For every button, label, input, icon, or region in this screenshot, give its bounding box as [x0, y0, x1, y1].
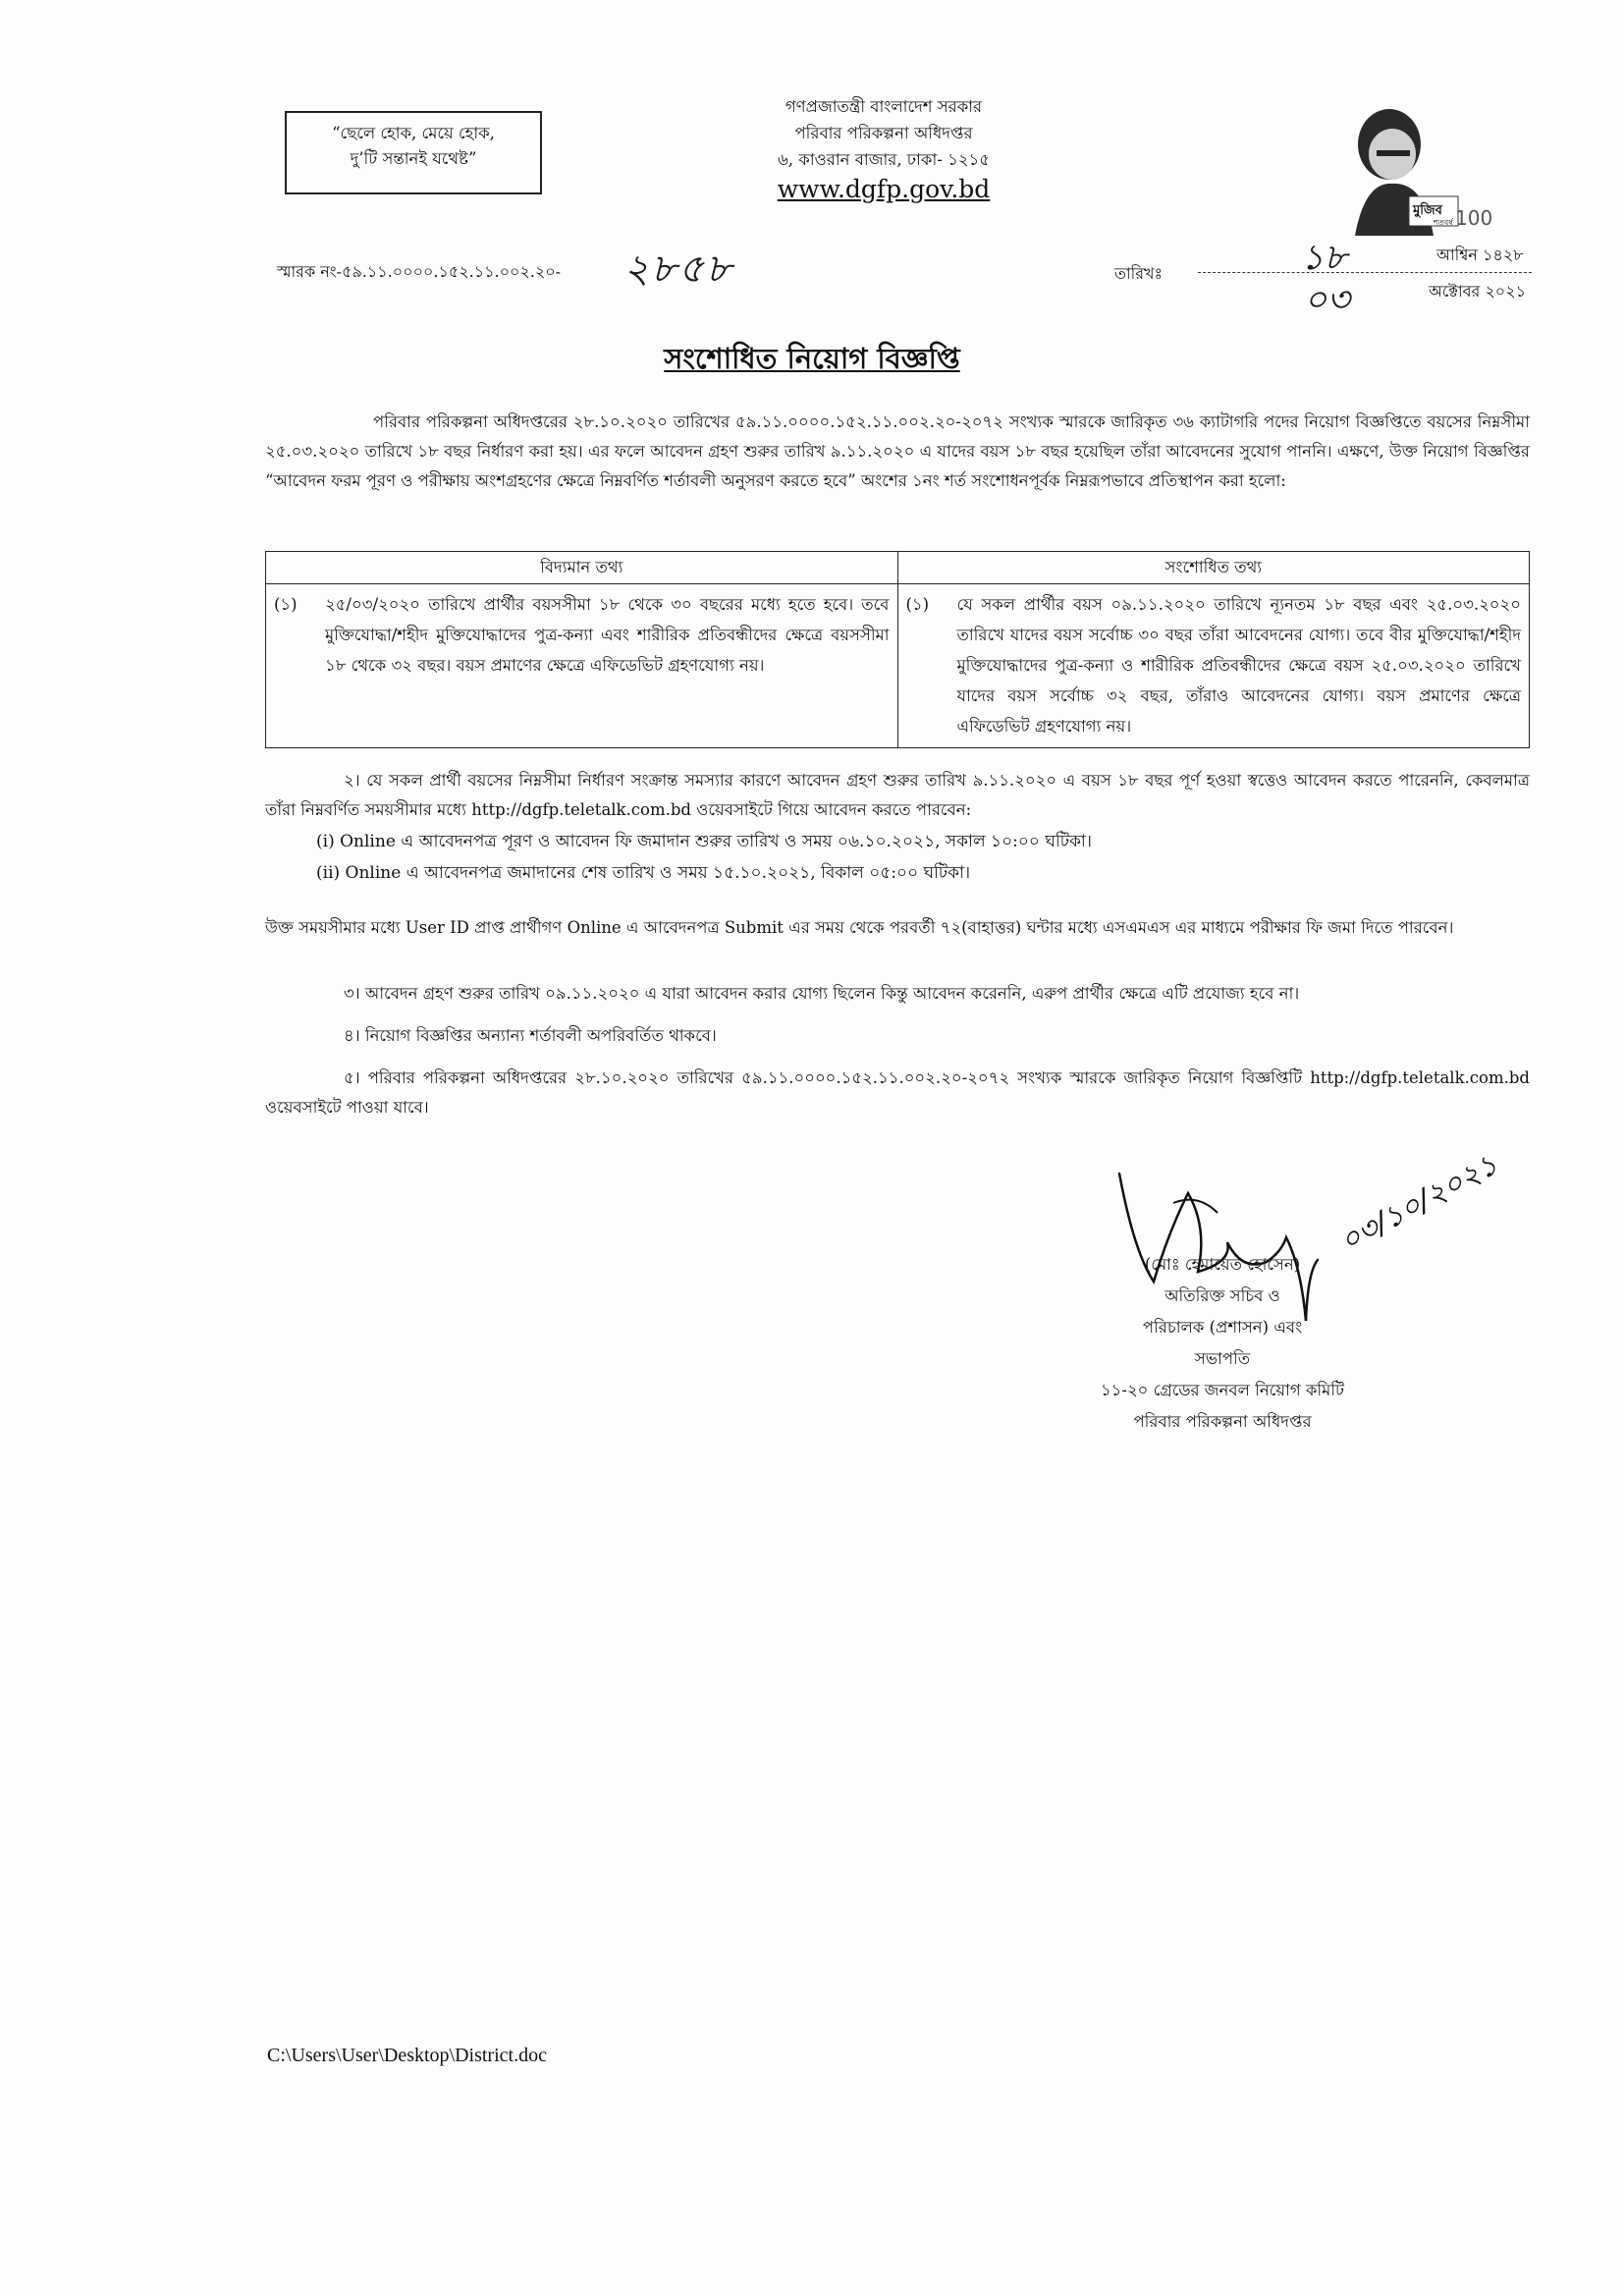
header-website-link[interactable]: www.dgfp.gov.bd	[777, 175, 991, 203]
paragraph-6: ৫। পরিবার পরিকল্পনা অধিদপ্তরের ২৮.১০.২০২০ তারিখের ৫৯.১১.০০০০.১৫২.১১.০০২.২০-২০৭২ সংখ্যক স্মারকে জারিকৃত নিয়োগ বিজ্ঞপ্তিটি http://dgfp.teletalk.com.bd ওয়েবসাইটে পাওয়া যাবে।	[265, 1068, 1530, 1117]
memo-label: স্মারক নং-৫৯.১১.০০০০.১৫২.১১.০০২.২০-	[277, 262, 562, 281]
date-english-month: অক্টোবর ২০২১	[1429, 282, 1526, 301]
signatory-designation-1: অতিরিক্ত সচিব ও	[1164, 1286, 1280, 1305]
comparison-table	[265, 551, 1530, 748]
table-header-revised: সংশোধিত তথ্য	[897, 552, 1530, 584]
date-handwritten-english-day: ০৩	[1304, 280, 1350, 320]
paragraph-2: ২। যে সকল প্রার্থী বয়সের নিম্নসীমা নির্ধারণ সংক্রান্ত সমস্যার কারণে আবেদন গ্রহণ শুরুর তারিখ ৯.১১.২০২০ এ বয়স ১৮ বছর পূর্ণ হওয়া স্বত্তেও আবেদন করতে পারেননি, কেবলমাত্র তাঁরা নিম্নবর্ণিত সময়সীমার মধ্যে http://dgfp.teletalk.com.bd ওয়েবসাইটে গিয়ে আবেদন করতে পারবেন:	[265, 771, 1530, 819]
table-header-existing: বিদ্যমান তথ্য	[266, 552, 898, 584]
memo-handwritten-number: ২৮৫৮	[623, 246, 733, 292]
page-title: সংশোধিত নিয়োগ বিজ্ঞপ্তি	[664, 342, 960, 375]
signatory-name: (মোঃ হেমায়েত হোসেন)	[1144, 1255, 1301, 1274]
slogan-box	[285, 111, 542, 194]
header-department: পরিবার পরিকল্পনা অধিদপ্তর	[794, 124, 973, 142]
signature-handwritten-date: ০৩/১০/২০২১	[1334, 1147, 1504, 1260]
signatory-block	[1080, 1249, 1365, 1438]
paragraph-5: ৪। নিয়োগ বিজ্ঞপ্তির অন্যান্য শর্তাবলী অপরিবর্তিত থাকবে।	[344, 1026, 717, 1045]
header-address: ৬, কাওরান বাজার, ঢাকা- ১২১৫	[778, 150, 990, 169]
paragraph-1: পরিবার পরিকল্পনা অধিদপ্তরের ২৮.১০.২০২০ তারিখের ৫৯.১১.০০০০.১৫২.১১.০০২.২০-২০৭২ সংখ্যক স্মারকে জারিকৃত ৩৬ ক্যাটাগরি পদের নিয়োগ বিজ্ঞপ্তিতে বয়সের নিম্নসীমা ২৫.০৩.২০২০ তারিখে ১৮ বছর নির্ধারণ করা হয়। এর ফলে আবেদন গ্রহণ শুরুর তারিখ ৯.১১.২০২০ এ যাদের বয়স ১৮ বছর হয়েছিল তাঁরা আবেদনের সুযোগ পাননি। এক্ষণে, উক্ত নিয়োগ বিজ্ঞপ্তির “আবেদন ফরম পূরণ ও পরীক্ষায় অংশগ্রহণের ক্ষেত্রে নিম্নবর্ণিত শর্তাবলী অনুসরণ করতে হবে” অংশের ১নং শর্ত সংশোধনপূর্বক নিম্নরূপভাবে প্রতিস্থাপন করা হলো:	[265, 412, 1530, 490]
date-divider	[1198, 272, 1532, 273]
slogan-line-2: দু’টি সন্তানই যথেষ্ট”	[350, 149, 477, 168]
header-govt: গণপ্রজাতন্ত্রী বাংলাদেশ সরকার	[785, 97, 983, 116]
mujib-100-logo	[1316, 103, 1493, 236]
list-item-i: (i) Online এ আবেদনপত্র পূরণ ও আবেদন ফি জমাদান শুরুর তারিখ ও সময় ০৬.১০.২০২১, সকাল ১০:০০ ঘটিকা।	[316, 832, 1092, 851]
date-label: তারিখঃ	[1114, 264, 1164, 283]
signatory-designation-4: ১১-২০ গ্রেডের জনবল নিয়োগ কমিটি	[1100, 1381, 1345, 1399]
existing-text: ২৫/০৩/২০২০ তারিখে প্রার্থীর বয়সসীমা ১৮ থেকে ৩০ বছরের মধ্যে হতে হবে। তবে মুক্তিযোদ্ধা/শহীদ মুক্তিযোদ্ধাদের পুত্র-কন্যা এবং শারীরিক প্রতিবন্ধীদের ক্ষেত্রে বয়সসীমা ১৮ থেকে ৩২ বছর। বয়স প্রমাণের ক্ষেত্রে এফিডেভিট গ্রহণযোগ্য নয়।	[325, 595, 890, 675]
table-cell-existing	[266, 584, 898, 748]
revised-item-number: (১)	[905, 595, 930, 614]
office-header	[677, 93, 1090, 206]
logo-badge-sub: শতবর্ষ	[1434, 218, 1453, 227]
logo-number: 100	[1455, 206, 1493, 230]
date-handwritten-bangla-day: ১৮	[1301, 238, 1347, 278]
table-row	[266, 584, 1530, 748]
paragraph-3: উক্ত সময়সীমার মধ্যে User ID প্রাপ্ত প্রার্থীগণ Online এ আবেদনপত্র Submit এর সময় থেকে পরবর্তী ৭২(বাহাত্তর) ঘন্টার মধ্যে এসএমএস এর মাধ্যমে পরীক্ষার ফি জমা দিতে পারবেন।	[265, 918, 1454, 937]
slogan-line-1: “ছেলে হোক, মেয়ে হোক,	[332, 124, 495, 142]
signatory-designation-5: পরিবার পরিকল্পনা অধিদপ্তর	[1133, 1412, 1312, 1431]
paragraph-4: ৩। আবেদন গ্রহণ শুরুর তারিখ ০৯.১১.২০২০ এ যারা আবেদন করার যোগ্য ছিলেন কিন্তু আবেদন করেননি, এরুপ প্রার্থীর ক্ষেত্রে এটি প্রযোজ্য হবে না।	[344, 984, 1300, 1003]
existing-item-number: (১)	[274, 595, 298, 614]
table-cell-revised	[897, 584, 1530, 748]
date-bangla-month: আশ্বিন ১৪২৮	[1436, 246, 1524, 264]
signatory-designation-2: পরিচালক (প্রশাসন) এবং	[1142, 1318, 1303, 1337]
logo-badge-text: মুজিব	[1413, 203, 1442, 218]
file-path: C:\Users\User\Desktop\District.doc	[267, 2045, 547, 2066]
table-header-row	[266, 552, 1530, 584]
signatory-designation-3: সভাপতি	[1194, 1349, 1251, 1368]
revised-text: যে সকল প্রার্থীর বয়স ০৯.১১.২০২০ তারিখে ন্যূনতম ১৮ বছর এবং ২৫.০৩.২০২০ তারিখে যাদের বয়স সর্বোচ্চ ৩০ বছর তাঁরা আবেদনের যোগ্য। তবে বীর মুক্তিযোদ্ধা/শহীদ মুক্তিযোদ্ধাদের পুত্র-কন্যা ও শারীরিক প্রতিবন্ধীদের ক্ষেত্রে বয়স ২৫.০৩.২০২০ তারিখে যাদের বয়স সর্বোচ্চ ৩২ বছর, তাঁরাও আবেদনের যোগ্য। বয়স প্রমাণের ক্ষেত্রে এফিডেভিট গ্রহণযোগ্য নয়।	[956, 595, 1521, 736]
list-item-ii: (ii) Online এ আবেদনপত্র জমাদানের শেষ তারিখ ও সময় ১৫.১০.২০২১, বিকাল ০৫:০০ ঘটিকা।	[316, 863, 971, 883]
